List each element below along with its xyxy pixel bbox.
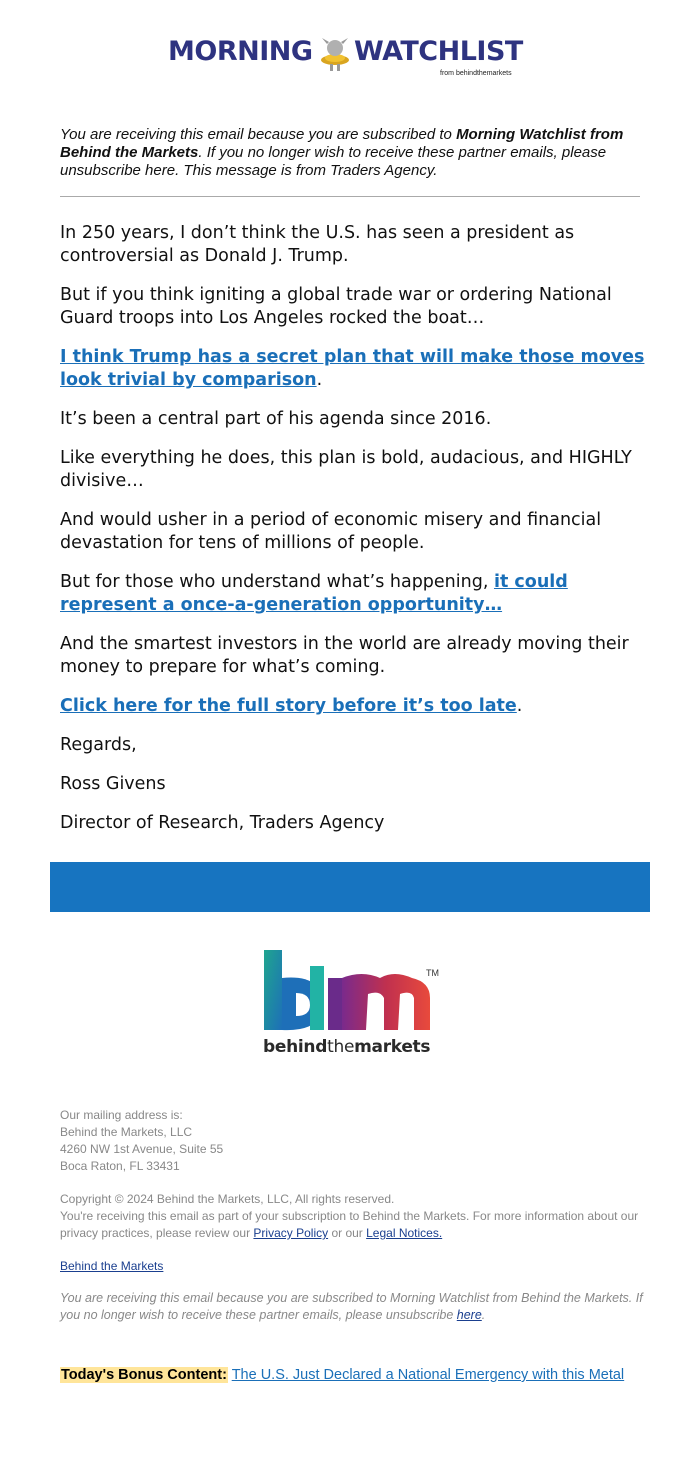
paragraph: In 250 years, I don’t think the U.S. has seen a president as controversial as Donald J. Trump.	[60, 223, 575, 266]
secret-plan-link[interactable]: I think Trump has a secret plan that will make those moves look trivial by comparison	[60, 347, 645, 390]
unsubscribe-here-link[interactable]: here	[456, 1308, 482, 1322]
bonus-link[interactable]: The U.S. Just Declared a National Emergency with this Metal	[231, 1367, 625, 1383]
copyright-text: Copyright © 2024 Behind the Markets, LLC, All rights reserved.	[60, 1192, 395, 1206]
signer-name: Ross Givens	[60, 774, 166, 794]
wordmark-markets: markets	[354, 1037, 431, 1057]
mailing-address	[60, 1107, 650, 1175]
bonus-content	[60, 1365, 660, 1385]
sign-off: Regards,	[60, 735, 137, 755]
subscription-sentence: You're receiving this email as part of your subscription to Behind the Markets. For more information about our privacy practices, please review our	[60, 1209, 639, 1240]
btm-wordmark	[263, 1037, 430, 1057]
paragraph	[60, 695, 645, 718]
morning-watchlist-logo	[168, 30, 538, 80]
paragraph: And would usher in a period of economic misery and financial devastation for tens of millions of people.	[60, 510, 602, 553]
bull-icon	[318, 34, 352, 72]
paragraph-tail: .	[516, 696, 523, 716]
paragraph: And the smartest investors in the world are already moving their money to prepare for what’s coming.	[60, 634, 629, 677]
header-logo	[0, 30, 700, 80]
bonus-label: Today's Bonus Content:	[61, 1367, 227, 1383]
copyright-block	[60, 1191, 650, 1242]
or-text: or our	[328, 1226, 367, 1240]
city-address: Boca Raton, FL 33431	[60, 1159, 180, 1173]
opportunity-link[interactable]: it could represent a once-a-generation opportunity…	[60, 572, 568, 615]
partner-notice	[60, 1290, 650, 1324]
paragraph: Like everything he does, this plan is bold, audacious, and HIGHLY divisive…	[60, 448, 632, 491]
btm-link-row	[60, 1258, 650, 1275]
company-name: Behind the Markets, LLC	[60, 1125, 193, 1139]
subscription-text	[60, 1208, 650, 1242]
paragraph	[60, 346, 645, 392]
logo-word-morning: MORNING	[168, 36, 313, 67]
signer-title: Director of Research, Traders Agency	[60, 813, 385, 833]
mailing-label: Our mailing address is:	[60, 1108, 183, 1122]
paragraph-tail: .	[316, 370, 323, 390]
behind-the-markets-link[interactable]: Behind the Markets	[60, 1259, 164, 1273]
subscription-notice	[60, 126, 640, 180]
legal-notices-link[interactable]: Legal Notices.	[366, 1226, 443, 1240]
paragraph: It’s been a central part of his agenda since 2016.	[60, 409, 492, 429]
wordmark-behind: behind	[263, 1037, 328, 1057]
partner-tail: .	[481, 1308, 486, 1322]
logo-from-text: from behindthemarkets	[440, 70, 512, 77]
divider	[60, 196, 640, 197]
email-body	[60, 222, 645, 851]
blue-banner-bar	[50, 862, 650, 912]
paragraph	[60, 571, 645, 617]
privacy-policy-link[interactable]: Privacy Policy	[253, 1226, 329, 1240]
paragraph: But if you think igniting a global trade war or ordering National Guard troops into Los Angeles rocked the boat…	[60, 285, 612, 328]
notice-brand: Morning Watchlist from Behind the Markets	[60, 126, 624, 161]
tm-mark: TM	[426, 968, 439, 978]
logo-word-watchlist: WATCHLIST	[354, 36, 523, 67]
notice-pre: You are receiving this email because you are subscribed to	[60, 126, 457, 143]
wordmark-the: the	[327, 1037, 355, 1057]
full-story-link[interactable]: Click here for the full story before it’s too late	[60, 696, 517, 716]
street-address: 4260 NW 1st Avenue, Suite 55	[60, 1142, 224, 1156]
notice-post: . If you no longer wish to receive these partner emails, please unsubscribe here. This message is from Traders Agency.	[60, 144, 607, 179]
partner-text: You are receiving this email because you are subscribed to Morning Watchlist from Behind the Markets. If you no longer wish to receive these partner emails, please unsubscribe	[60, 1291, 643, 1322]
paragraph-lead: But for those who understand what’s happening,	[60, 572, 494, 592]
